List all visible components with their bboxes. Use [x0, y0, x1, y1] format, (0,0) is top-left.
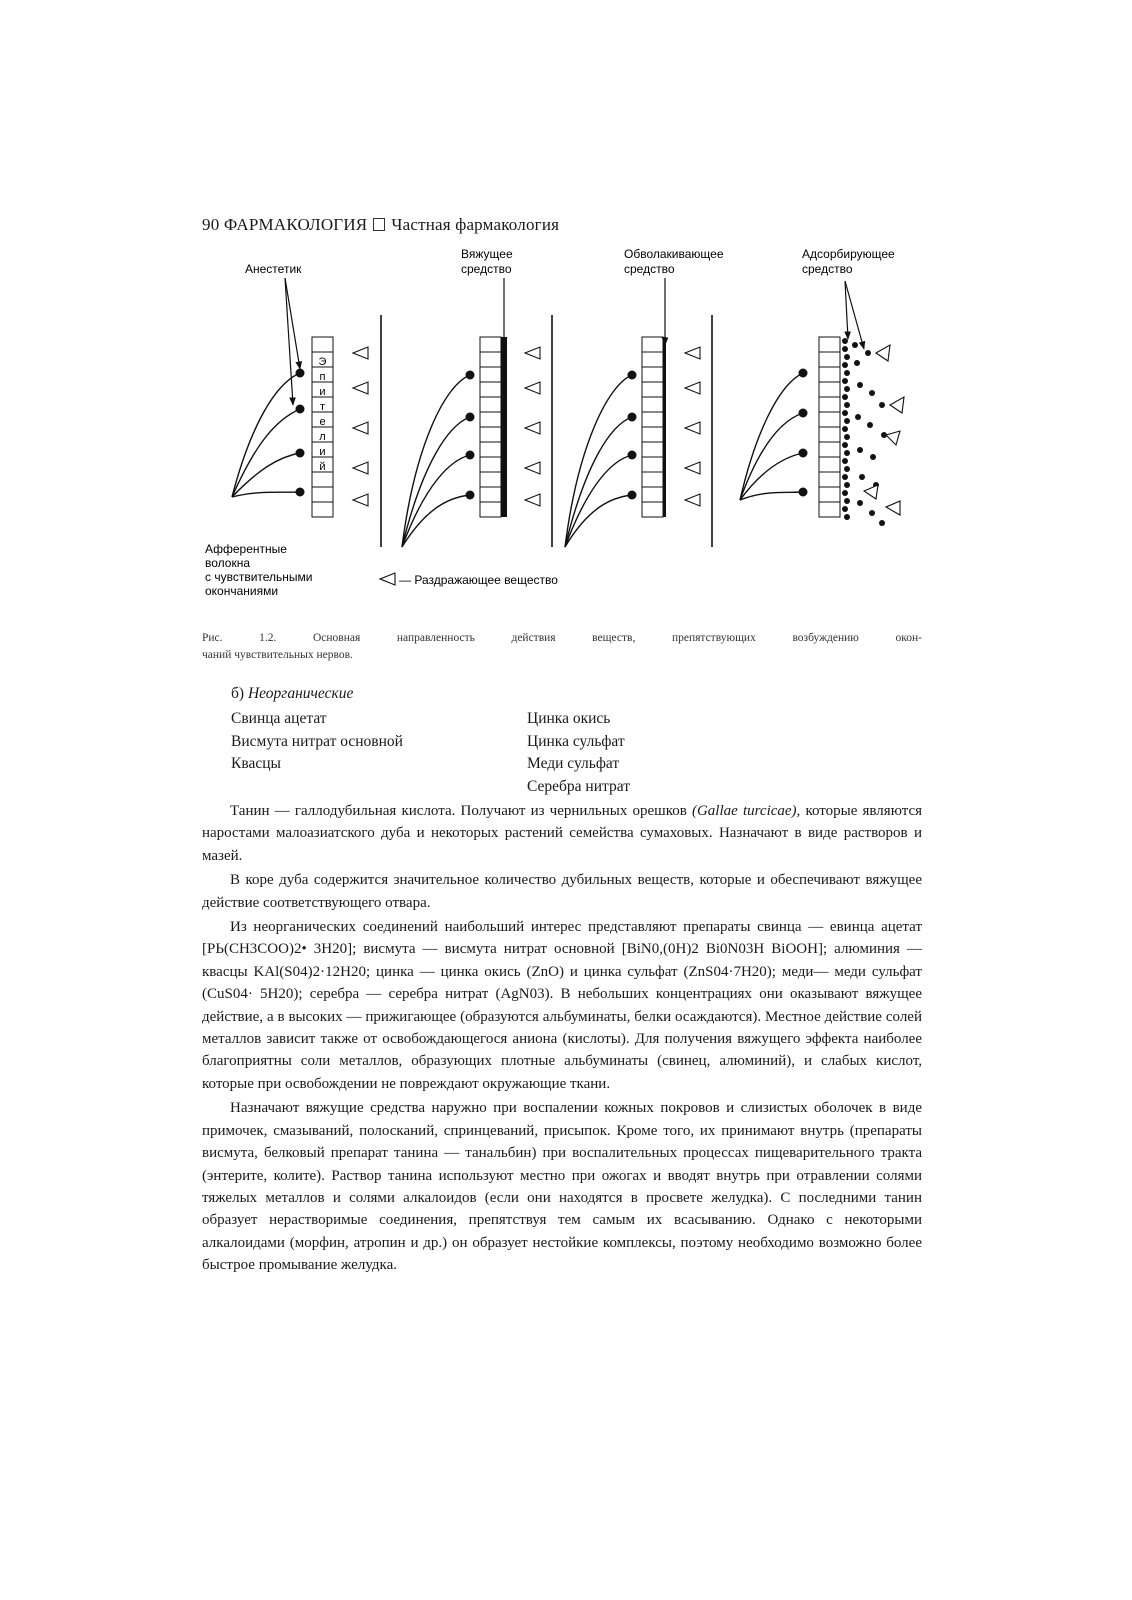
label-astringent-2: средство	[461, 262, 512, 276]
epithelium-letter: т	[319, 401, 326, 413]
epithelium-letter: и	[319, 386, 326, 398]
panel-adsorbing	[740, 281, 904, 526]
afferent-label-2: волокна	[205, 556, 251, 570]
latin-name: (Gallae turcicae),	[691, 803, 801, 819]
panel-astringent	[402, 278, 540, 547]
epithelium-letter: л	[319, 431, 326, 443]
epithelium-letter: и	[319, 446, 326, 458]
irritant-triangle-icon	[380, 573, 395, 585]
book-title: ФАРМАКОЛОГИЯ	[223, 215, 368, 234]
list-item: Цинка окись	[527, 710, 611, 727]
paragraph: Танин — галлодубильная кислота. Получают из чернильных орешков (Gallae turcicae), которые являются наростами малоазиатского дуба и некоторых растений семейства сумаховых. Назначают в виде растворов и мазей.	[202, 803, 922, 864]
list-item: Цинка сульфат	[527, 732, 625, 750]
epithelium-letter: п	[319, 371, 326, 383]
inorganic-prefix: б)	[231, 685, 245, 702]
afferent-label-1: Афферентные	[205, 542, 287, 556]
inorganic-heading	[231, 685, 353, 703]
caption-line: чаний чувствительных нервов.	[202, 649, 353, 661]
afferent-label-4: окончаниями	[205, 584, 279, 598]
inorganic-list-right	[527, 708, 630, 798]
epithelium-letter: й	[319, 461, 326, 473]
label-coating-2: средство	[624, 262, 675, 276]
label-coating-1: Обволакивающее	[624, 247, 724, 261]
paragraph: В коре дуба содержится значительное количество дубильных веществ, которые и обеспечивают вяжущее действие соответствующего отвара.	[202, 872, 922, 911]
irritant-legend: — Раздражающее вещество	[399, 573, 558, 587]
epithelium-letter: е	[319, 416, 326, 428]
panel-anesthetic	[232, 278, 368, 517]
separator-square-icon	[373, 218, 385, 231]
label-adsorbing-2: средство	[802, 262, 853, 276]
paragraph: Из неорганических соединений наибольший интерес представляют препараты свинца — евинца ацетат [РЬ(СН3СОО)2• 3Н20]; висмута — висмута нитрат основной [BiN0,(0H)2 Bi0N03H BiOOH]; алюминия — квасцы KAl(S04)2·12H20; цинка — цинка окись (ZnO) и цинка сульфат (ZnS04·7H20); меди— меди сульфат (CuS04· 5H20); серебра — серебра нитрат (AgN03). В небольших концентрациях они оказывают вяжущее действие, а в высоких — прижигающее (образуются альбуминаты, белки осаждаются). Местное действие солей металлов зависит также от освобождающегося аниона (кислоты). Для получения вяжущего эффекта наиболее благоприятны соли металлов, образующих плотные альбуминаты (свинец, алюминий), и слабых кислот, которые при освобождении не повреждают окружающие ткани.	[202, 919, 922, 1092]
caption-line: Рис. 1.2. Основная направленность действия веществ, препятствующих возбуждению окон-	[202, 632, 922, 644]
label-adsorbing-1: Адсорбирующее	[802, 247, 895, 261]
paragraph: Назначают вяжущие средства наружно при воспалении кожных покровов и слизистых оболочек в виде примочек, смазываний, полосканий, спринцеваний, присыпок. Кроме того, их принимают внутрь (препараты висмута, белковый препарат танина — танальбин) при воспалительных процессах пищеварительного тракта (энтерите, колите). Раствор танина используют местно при ожогах и вводят внутрь при отравлении солями тяжелых металлов и солями алкалоидов (если они находятся в просвете желудка). С последними танин образует нерастворимые соединения, препятствуя тем самым их всасыванию. Однако с некоторыми алкалоидами (морфин, атропин и др.) он образует нестойкие комплексы, поэтому необходимо возможно более быстрое промывание желудка.	[202, 1100, 922, 1274]
inorganic-title: Неорганические	[247, 685, 354, 702]
epithelium-letter: Э	[318, 356, 327, 368]
page-number: 90	[202, 215, 220, 234]
panel-coating	[565, 278, 700, 547]
figure-nerve-endings	[200, 245, 920, 605]
list-item: Квасцы	[231, 755, 281, 772]
label-astringent-1: Вяжущее	[461, 247, 513, 261]
section-title: Частная фармакология	[391, 215, 560, 234]
afferent-label-3: с чувствительными	[205, 570, 313, 584]
inorganic-list-left	[231, 708, 403, 776]
list-item: Меди сульфат	[527, 755, 620, 772]
page-header	[202, 215, 559, 235]
body-text	[202, 800, 922, 1277]
list-item: Серебра нитрат	[527, 777, 630, 795]
list-item: Висмута нитрат основной	[231, 732, 403, 750]
list-item: Свинца ацетат	[231, 710, 327, 727]
figure-caption	[202, 630, 922, 664]
label-anesthetic: Анестетик	[245, 262, 302, 276]
